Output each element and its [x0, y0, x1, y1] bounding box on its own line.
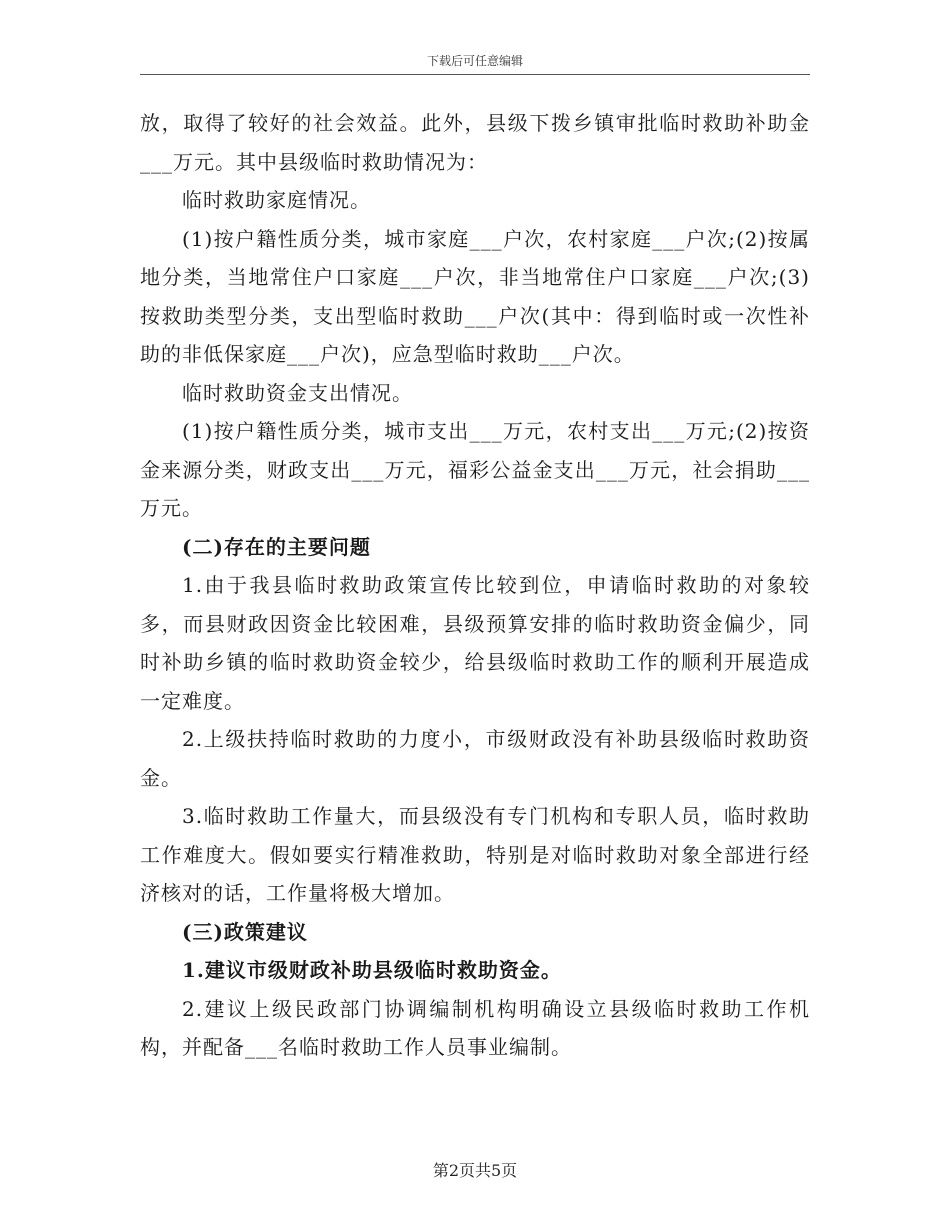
section-heading-suggestions: (三)政策建议 [182, 919, 308, 944]
section-heading-problems: (二)存在的主要问题 [182, 534, 371, 559]
paragraph-problem-2: 2.上级扶持临时救助的力度小，市级财政没有补助县级临时救助资金。 [140, 727, 810, 790]
paragraph-fund-stats: (1)按户籍性质分类，城市支出___万元，农村支出___万元;(2)按资金来源分类，财政支出___万元，福彩公益金支出___万元，社会捐助___万元。 [140, 419, 810, 520]
paragraph-family-heading: 临时救助家庭情况。 [182, 188, 371, 212]
paragraph-problem-3: 3.临时救助工作量大，而县级没有专门机构和专职人员，临时救助工作难度大。假如要实行精准救助，特别是对临时救助对象全部进行经济核对的话，工作量将极大增加。 [140, 804, 810, 905]
paragraph-problem-1: 1.由于我县临时救助政策宣传比较到位，申请临时救助的对象较多，而县财政因资金比较困难，县级预算安排的临时救助资金偏少，同时补助乡镇的临时救助资金较少，给县级临时救助工作的顺利开展造成一定难度。 [140, 573, 810, 713]
page-header: 下载后可任意编辑 [426, 54, 523, 68]
paragraph-continuation: 放，取得了较好的社会效益。此外，县级下拨乡镇审批临时救助补助金___万元。其中县级临时救助情况为： [140, 111, 810, 174]
paragraph-suggestion-1: 1.建议市级财政补助县级临时救助资金。 [182, 958, 562, 982]
paragraph-fund-heading: 临时救助资金支出情况。 [182, 380, 413, 405]
page-footer: 第2页共5页 [432, 1161, 518, 1180]
paragraph-family-stats: (1)按户籍性质分类，城市家庭___户次，农村家庭___户次;(2)按属地分类，当地常住户口家庭___户次，非当地常住户口家庭___户次;(3)按救助类型分类，支出型临时救助___户次(其中：得到临时或一次性补助的非低保家庭___户次)，应急型临时救助___户次。 [140, 226, 810, 366]
header-rule [140, 74, 810, 75]
paragraph-suggestion-2: 2.建议上级民政部门协调编制机构明确设立县级临时救助工作机构，并配备___名临时救助工作人员事业编制。 [140, 996, 810, 1059]
document-body [140, 104, 810, 1067]
